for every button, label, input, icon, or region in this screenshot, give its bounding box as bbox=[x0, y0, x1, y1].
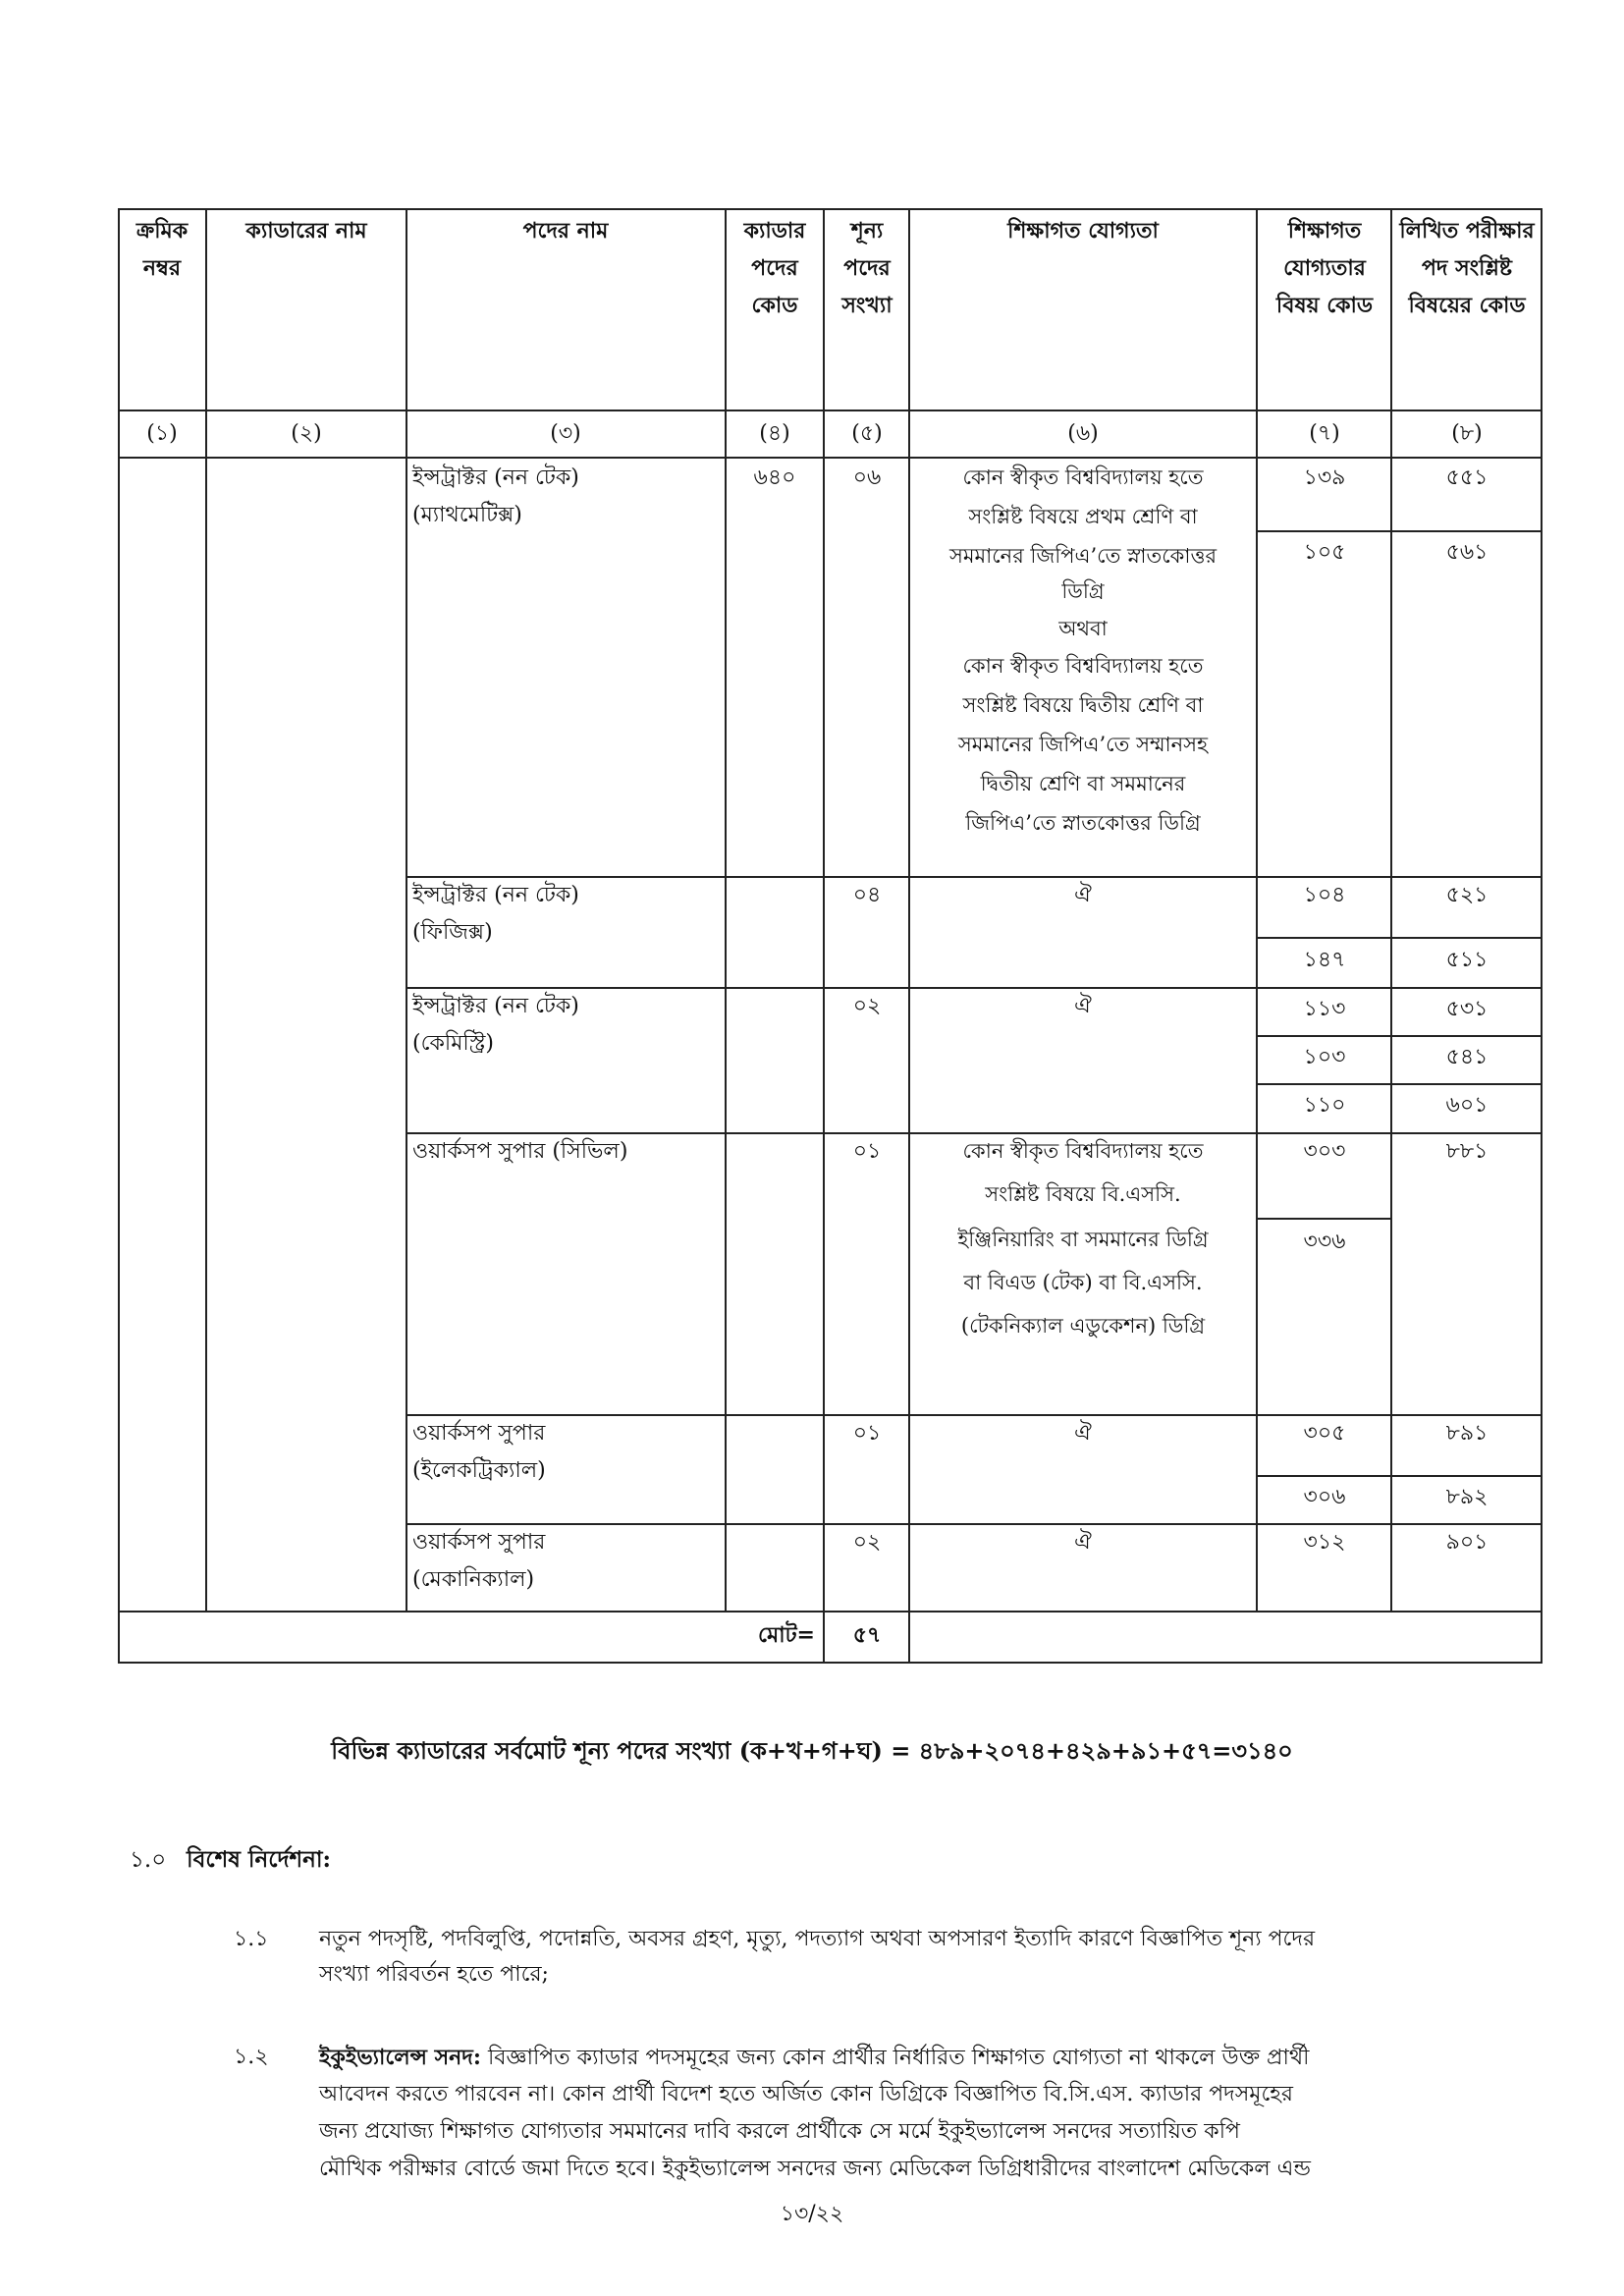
written-code-cell: ৯০১ bbox=[1445, 1530, 1489, 1555]
col-number: (৪) bbox=[759, 421, 790, 446]
vacancy-cell: ০৪ bbox=[852, 883, 882, 907]
education-ditto: ঐ bbox=[1074, 994, 1092, 1018]
col-number: (৩) bbox=[550, 421, 581, 446]
education-line: সংশ্লিষ্ট বিষয়ে দ্বিতীয় শ্রেণি বা bbox=[962, 693, 1204, 717]
education-line: (টেকনিক্যাল এডুকেশন) ডিগ্রি bbox=[960, 1314, 1206, 1338]
post-name-sub: (মেকানিক্যাল) bbox=[412, 1567, 535, 1592]
vacancy-cell: ০৬ bbox=[852, 465, 882, 490]
written-code-cell: ৮৯২ bbox=[1445, 1485, 1489, 1509]
col-number: (১) bbox=[146, 421, 178, 446]
subject-code-cell: ৩১২ bbox=[1303, 1530, 1346, 1555]
paragraph-line: বিজ্ঞাপিত ক্যাডার পদসমূহের জন্য কোন প্রার্থীর নির্ধারিত শিক্ষাগত যোগ্যতা না থাকলে উক্ত প্রার্থী bbox=[487, 2046, 1310, 2070]
education-line: সংশ্লিষ্ট বিষয়ে বি.এসসি. bbox=[985, 1182, 1181, 1206]
page-number: ১৩/২২ bbox=[780, 2202, 844, 2226]
education-line: কোন স্বীকৃত বিশ্ববিদ্যালয় হতে bbox=[962, 1139, 1204, 1163]
col-number: (৭) bbox=[1309, 421, 1340, 446]
header-serial: ক্রমিক নম্বর bbox=[135, 218, 189, 281]
education-line: সংশ্লিষ্ট বিষয়ে প্রথম শ্রেণি বা bbox=[968, 505, 1198, 528]
equivalence-label: ইকুইভ্যালেন্স সনদ: bbox=[319, 2045, 481, 2070]
col-number: (৮) bbox=[1451, 421, 1483, 446]
total-label: মোট= bbox=[758, 1622, 815, 1648]
written-code-cell: ৫২১ bbox=[1445, 883, 1489, 907]
written-code-cell: ৫৩১ bbox=[1445, 997, 1489, 1021]
col-number: (৬) bbox=[1067, 421, 1099, 446]
subject-code-cell: ৩০৬ bbox=[1303, 1485, 1346, 1509]
written-code-cell: ৫৫১ bbox=[1445, 465, 1489, 490]
education-ditto: ঐ bbox=[1074, 1421, 1092, 1446]
post-name: ইন্সট্রাক্টর (নন টেক) bbox=[412, 465, 579, 490]
paragraph-line: মৌখিক পরীক্ষার বোর্ডে জমা দিতে হবে। ইকুইভ্যালেন্স সনদের জন্য মেডিকেল ডিগ্রিধারীদের বাংলাদেশ মেডিকেল এন্ড bbox=[319, 2157, 1311, 2181]
subject-code-cell: ১০৩ bbox=[1303, 1045, 1346, 1069]
written-code-cell: ৫৬১ bbox=[1445, 540, 1489, 565]
education-line: সমমানের জিপিএ’তে স্নাতকোত্তর bbox=[948, 544, 1218, 568]
post-name: ইন্সট্রাক্টর (নন টেক) bbox=[412, 883, 579, 907]
vacancy-cell: ০১ bbox=[852, 1139, 882, 1164]
education-line: সমমানের জিপিএ’তে সম্মানসহ bbox=[957, 733, 1209, 756]
written-code-cell: ৮৮১ bbox=[1445, 1139, 1489, 1164]
section-number: ১.০ bbox=[130, 1847, 167, 1873]
vacancy-cell: ০১ bbox=[852, 1421, 882, 1446]
subject-code-cell: ১১০ bbox=[1303, 1093, 1346, 1118]
written-code-cell: ৬০১ bbox=[1445, 1093, 1489, 1118]
subject-code-cell: ১৪৭ bbox=[1303, 948, 1346, 972]
subject-code-cell: ৩০৫ bbox=[1303, 1421, 1346, 1446]
education-line: কোন স্বীকৃত বিশ্ববিদ্যালয় হতে bbox=[962, 654, 1204, 678]
subject-code-cell: ৩৩৬ bbox=[1303, 1230, 1346, 1254]
paragraph-line: নতুন পদসৃষ্টি, পদবিলুপ্তি, পদোন্নতি, অবসর গ্রহণ, মৃত্যু, পদত্যাগ অথবা অপসারণ ইত্যাদি কারণে বিজ্ঞাপিত শূন্য পদের bbox=[319, 1927, 1316, 1951]
written-code-cell: ৮৯১ bbox=[1445, 1421, 1489, 1446]
paragraph-number: ১.২ bbox=[234, 2045, 269, 2069]
post-name: ওয়ার্কসপ সুপার bbox=[412, 1421, 546, 1446]
written-code-cell: ৫১১ bbox=[1445, 948, 1489, 972]
cadre-code-cell: ৬৪০ bbox=[753, 465, 796, 490]
education-line: অথবা bbox=[1058, 617, 1108, 640]
education-line: ইঞ্জিনিয়ারিং বা সমমানের ডিগ্রি bbox=[957, 1228, 1209, 1251]
post-name: ওয়ার্কসপ সুপার bbox=[412, 1530, 546, 1555]
vacancy-cell: ০২ bbox=[852, 1530, 882, 1555]
paragraph-line: সংখ্যা পরিবর্তন হতে পারে; bbox=[319, 1962, 549, 1987]
paragraph-number: ১.১ bbox=[234, 1927, 269, 1951]
post-name-sub: (কেমিস্ট্রি) bbox=[412, 1031, 494, 1056]
subject-code-cell: ১৩৯ bbox=[1303, 465, 1346, 490]
vacancy-summary: বিভিন্ন ক্যাডারের সর্বমোট শূন্য পদের সংখ্যা (ক+খ+গ+ঘ) = ৪৮৯+২০৭৪+৪২৯+৯১+৫৭=৩১৪০ bbox=[331, 1736, 1293, 1765]
education-line: জিপিএ’তে স্নাতকোত্তর ডিগ্রি bbox=[965, 811, 1201, 835]
header-subject-code: শিক্ষাগত যোগ্যতার বিষয় কোড bbox=[1275, 218, 1374, 318]
subject-code-cell: ১০৪ bbox=[1303, 883, 1346, 907]
paragraph-line: আবেদন করতে পারবেন না। কোন প্রার্থী বিদেশ হতে অর্জিত কোন ডিগ্রিকে বিজ্ঞাপিত বি.সি.এস. ক্যাডার পদসমূহের bbox=[319, 2082, 1293, 2106]
post-name: ইন্সট্রাক্টর (নন টেক) bbox=[412, 994, 579, 1018]
post-name-sub: (ফিজিক্স) bbox=[412, 920, 493, 945]
post-name-sub: (ইলেকট্রিক্যাল) bbox=[412, 1458, 546, 1483]
col-number: (২) bbox=[291, 421, 322, 446]
written-code-cell: ৫৪১ bbox=[1445, 1045, 1489, 1069]
header-written-code: লিখিত পরীক্ষার পদ সংশ্লিষ্ট বিষয়ের কোড bbox=[1399, 218, 1535, 318]
post-name: ওয়ার্কসপ সুপার (সিভিল) bbox=[412, 1139, 628, 1164]
paragraph-line: জন্য প্রযোজ্য শিক্ষাগত যোগ্যতার সমমানের দাবি করলে প্রার্থীকে সে মর্মে ইকুইভ্যালেন্স সনদের সত্যায়িত কপি bbox=[319, 2119, 1240, 2144]
education-line: ডিগ্রি bbox=[1061, 579, 1105, 603]
education-line: দ্বিতীয় শ্রেণি বা সমমানের bbox=[980, 772, 1186, 795]
col-number: (৫) bbox=[851, 421, 883, 446]
subject-code-cell: ৩০৩ bbox=[1303, 1139, 1346, 1164]
education-line: কোন স্বীকৃত বিশ্ববিদ্যালয় হতে bbox=[962, 465, 1204, 489]
section-title: বিশেষ নির্দেশনা: bbox=[187, 1846, 332, 1873]
subject-code-cell: ১১৩ bbox=[1303, 997, 1346, 1021]
post-name-sub: (ম্যাথমেটিক্স) bbox=[412, 503, 522, 527]
education-ditto: ঐ bbox=[1074, 883, 1092, 907]
paragraph-first-line bbox=[319, 2039, 1537, 2077]
subject-code-cell: ১০৫ bbox=[1303, 540, 1346, 565]
header-cadre-name: ক্যাডারের নাম bbox=[245, 218, 367, 244]
header-education: শিক্ষাগত যোগ্যতা bbox=[1007, 218, 1159, 244]
vacancy-cell: ০২ bbox=[852, 994, 882, 1018]
header-cadre-code: ক্যাডার পদের কোড bbox=[743, 218, 806, 318]
header-vacancy: শূন্য পদের সংখ্যা bbox=[841, 218, 893, 318]
education-ditto: ঐ bbox=[1074, 1530, 1092, 1555]
header-post-name: পদের নাম bbox=[522, 218, 609, 244]
education-line: বা বিএড (টেক) বা বি.এসসি. bbox=[963, 1271, 1203, 1294]
total-value: ৫৭ bbox=[852, 1622, 882, 1648]
